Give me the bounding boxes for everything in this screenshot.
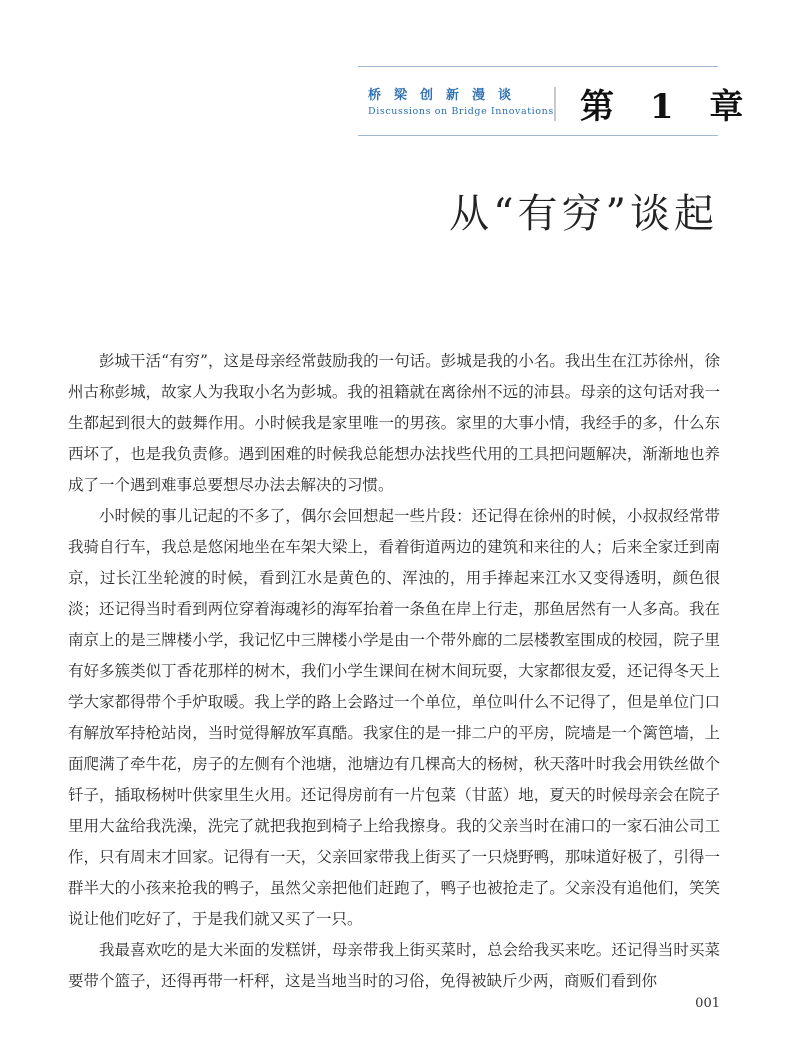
paragraph: 我最喜欢吃的是大米面的发糕饼，母亲带我上街买菜时，总会给我买来吃。还记得当时买菜要带个篮子，还得再带一杆秤，这是当地当时的习俗，免得被缺斤少两，商贩们看到你 (68, 941, 720, 990)
paragraph: 彭城干活“有穷”，这是母亲经常鼓励我的一句话。彭城是我的小名。我出生在江苏徐州，徐州古称彭城，故家人为我取小名为彭城。我的祖籍就在离徐州不远的沛县。母亲的这句话对我一生都起到很大的鼓舞作用。小时候我是家里唯一的男孩。家里的大事小情，我经手的多，什么东西坏了，也是我负责修。遇到困难的时候我总能想办法找些代用的工具把问题解决，渐渐地也养成了一个遇到难事总要想尽办法去解决的习惯。 (68, 352, 720, 494)
series-title-en: Discussions on Bridge Innovations (368, 106, 554, 117)
body-text (68, 346, 720, 997)
chapter-title: 从“有穷”谈起 (449, 191, 718, 237)
series-title-zh: 桥梁创新漫谈 (368, 88, 525, 103)
page-number: 001 (695, 996, 720, 1011)
chapter-label: 第 1 章 (580, 87, 756, 127)
header-divider (554, 87, 556, 121)
chapter-header (358, 66, 756, 136)
paragraph: 小时候的事儿记起的不多了，偶尔会回想起一些片段：还记得在徐州的时候，小叔叔经常带我骑自行车，我总是悠闲地坐在车架大梁上，看着街道两边的建筑和来往的人；后来全家迁到南京，过长江坐轮渡的时候，看到江水是黄色的、浑浊的，用手捧起来江水又变得透明，颜色很淡；还记得当时看到两位穿着海魂衫的海军抬着一条鱼在岸上行走，那鱼居然有一人多高。我在南京上的是三牌楼小学，我记忆中三牌楼小学是由一个带外廊的二层楼教室围成的校园，院子里有好多簇类似丁香花那样的树木，我们小学生课间在树木间玩耍，大家都很友爱，还记得冬天上学大家都得带个手炉取暖。我上学的路上会路过一个单位，单位叫什么不记得了，但是单位门口有解放军持枪站岗，当时觉得解放军真酷。我家住的是一排二户的平房，院墙是一个篱笆墙，上面爬满了牵牛花，房子的左侧有个池塘，池塘边有几棵高大的杨树，秋天落叶时我会用铁丝做个钎子，插取杨树叶供家里生火用。还记得房前有一片包菜（甘蓝）地，夏天的时候母亲会在院子里用大盆给我洗澡，洗完了就把我抱到椅子上给我擦身。我的父亲当时在浦口的一家石油公司工作，只有周末才回家。记得有一天，父亲回家带我上街买了一只烧野鸭，那味道好极了，引得一群半大的小孩来抢我的鸭子，虽然父亲把他们赶跑了，鸭子也被抢走了。父亲没有追他们，笑笑说让他们吃好了，于是我们就又买了一只。 (68, 507, 720, 928)
